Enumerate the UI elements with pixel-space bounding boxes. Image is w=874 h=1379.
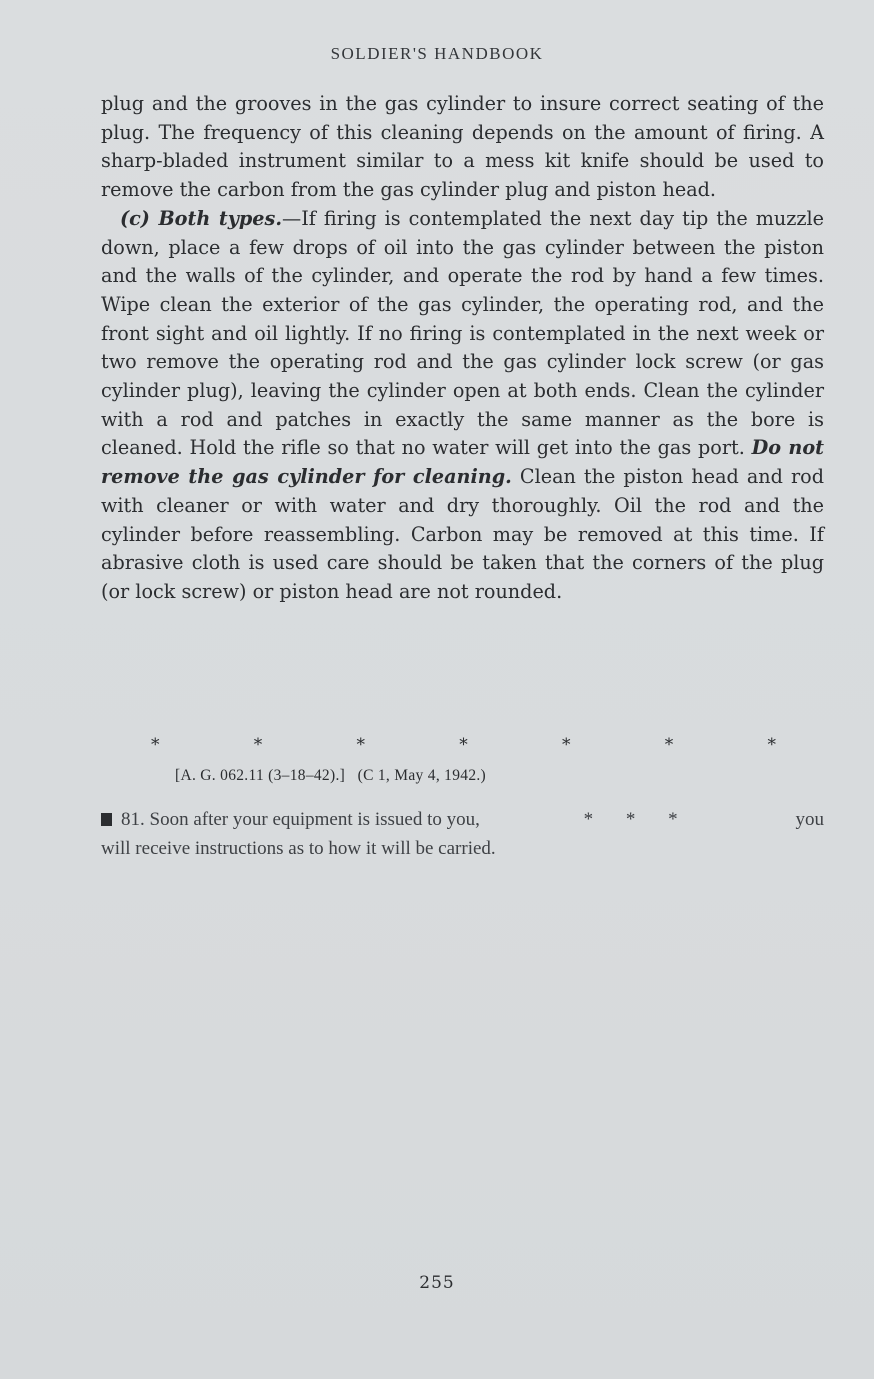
- star: *: [459, 735, 468, 755]
- paragraph-81-lead: [101, 805, 480, 834]
- paragraph-c-text-before: —If firing is contemplated the next day tip the muzzle down, place a few drops of oil into the gas cylinder between the piston and the walls of the cylinder, and operate the rod by hand a few times. Wipe clean the exterior of the gas cylinder, the operating rod, and the front sight and oil lightly. If no firing is contemplated in the next week or two remove the operating rod and the gas cylinder lock screw (or gas cylinder plug), leaving the cylinder open at both ends. Clean the cylinder with a rod and patches in exactly the same manner as the bore is cleaned. Hold the rifle so that no water will get into the gas port.: [101, 206, 824, 460]
- paragraph-81-number: 81.: [121, 809, 145, 830]
- star: *: [767, 735, 776, 755]
- section-mark-icon: [101, 813, 112, 826]
- paragraph-c-text-after: Clean the piston head and rod with cleaner or with water and dry thoroughly. Oil the rod and the cylinder before reassembling. Carbon may be removed at this time. If abrasive cloth is used care should be taken that the corners of the plug (or lock screw) or piston head are not rounded.: [101, 465, 825, 603]
- paragraph-81: [101, 805, 824, 863]
- star: *: [664, 735, 674, 755]
- paragraph-81-line-2: will receive instructions as to how it will be carried.: [101, 838, 496, 859]
- star: *: [562, 735, 571, 755]
- running-head: SOLDIER'S HANDBOOK: [330, 44, 544, 63]
- body-text: [101, 90, 824, 607]
- ellipsis-stars: [151, 735, 776, 755]
- page-number: 255: [419, 1273, 455, 1293]
- paragraph-c-emphasis: Do not remove the gas cylinder for cleaning.: [101, 436, 824, 489]
- star: *: [253, 735, 263, 755]
- star: *: [356, 735, 365, 755]
- paragraph-81-text-start: Soon after your equipment is issued to you,: [149, 809, 480, 830]
- paragraph-c: [101, 205, 824, 607]
- citation: [A. G. 062.11 (3–18–42).] (C 1, May 4, 1942.): [175, 767, 487, 784]
- paragraph-continuation: plug and the grooves in the gas cylinder to insure correct seating of the plug. The frequency of this cleaning depends on the amount of firing. A sharp-bladed instrument similar to a mess kit knife should be used to remove the carbon from the gas cylinder plug and piston head.: [101, 92, 824, 202]
- paragraph-c-label: (c) Both types.: [120, 206, 282, 230]
- paragraph-81-text-end: you: [795, 809, 824, 830]
- star: *: [151, 735, 160, 755]
- paragraph-81-stars: * * *: [583, 809, 692, 830]
- paragraph-81-line-1: [101, 805, 824, 834]
